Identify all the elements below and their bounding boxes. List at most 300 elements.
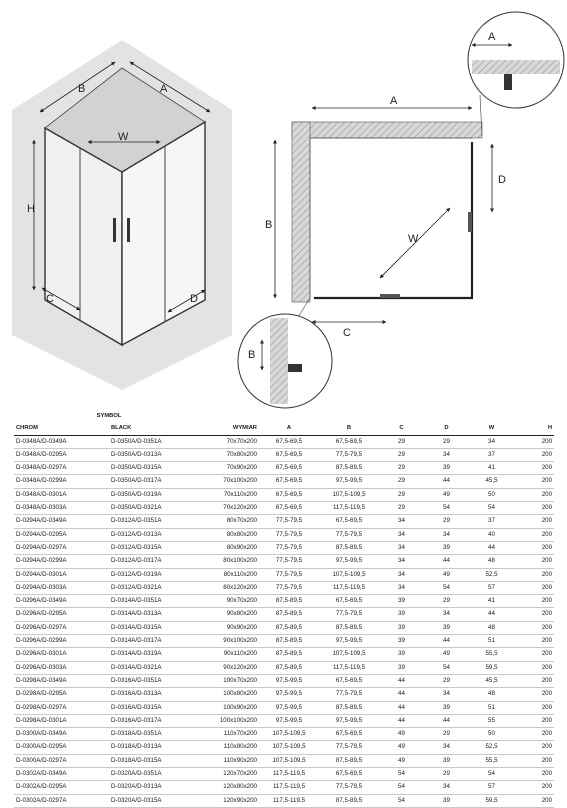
- plan-wall-left: [292, 122, 310, 302]
- cell-chrom: D-0294A/D-0349A: [14, 515, 109, 528]
- cell-d: 34: [424, 781, 469, 794]
- col-header-h: H: [514, 422, 554, 435]
- cell-d: 49: [424, 568, 469, 581]
- table-row: [14, 435, 554, 448]
- cell-chrom: D-0296A/D-0299A: [14, 635, 109, 648]
- cell-chrom: D-0296A/D-0295A: [14, 608, 109, 621]
- cell-wymiar: 110x90x200: [204, 754, 259, 767]
- table-row: [14, 621, 554, 634]
- cell-a: 117,5-119,5: [259, 768, 319, 781]
- cell-c: 29: [379, 462, 424, 475]
- cell-c: 34: [379, 568, 424, 581]
- cell-b: 87,5-89,5: [319, 541, 379, 554]
- cell-h: 200: [514, 435, 554, 448]
- cell-a: 77,5-79,5: [259, 568, 319, 581]
- cell-b: 107,5-109,5: [319, 648, 379, 661]
- cell-h: 200: [514, 528, 554, 541]
- cell-chrom: D-0298A/D-0297A: [14, 701, 109, 714]
- plan-label-d: D: [498, 174, 506, 186]
- cell-black: D-0350A/D-0315A: [109, 462, 204, 475]
- cell-w: 57: [469, 781, 514, 794]
- cell-d: 54: [424, 661, 469, 674]
- cell-wymiar: 80x100x200: [204, 555, 259, 568]
- cell-wymiar: 110x70x200: [204, 728, 259, 741]
- cell-c: 39: [379, 635, 424, 648]
- cell-black: D-0314A/D-0351A: [109, 595, 204, 608]
- cell-h: 200: [514, 781, 554, 794]
- cell-black: D-0314A/D-0315A: [109, 621, 204, 634]
- table-row: [14, 555, 554, 568]
- cell-a: 87,5-89,5: [259, 595, 319, 608]
- cell-d: 29: [424, 595, 469, 608]
- cell-b: 87,5-89,5: [319, 754, 379, 767]
- cell-w: 44: [469, 608, 514, 621]
- cell-a: 67,5-69,5: [259, 488, 319, 501]
- cell-chrom: D-0298A/D-0301A: [14, 714, 109, 727]
- cell-a: 107,5-109,5: [259, 741, 319, 754]
- cell-black: D-0350A/D-0319A: [109, 488, 204, 501]
- cell-chrom: D-0348A/D-0303A: [14, 502, 109, 515]
- cell-wymiar: 80x120x200: [204, 581, 259, 594]
- cell-d: 29: [424, 728, 469, 741]
- table-row: [14, 515, 554, 528]
- cell-w: 52,5: [469, 741, 514, 754]
- cell-b: 77,5-79,5: [319, 688, 379, 701]
- cell-black: D-0314A/D-0319A: [109, 648, 204, 661]
- cell-b: 67,5-69,5: [319, 728, 379, 741]
- cell-d: 49: [424, 488, 469, 501]
- cell-d: 39: [424, 701, 469, 714]
- cell-chrom: D-0294A/D-0299A: [14, 555, 109, 568]
- iso-handle-left: [113, 218, 116, 242]
- cell-a: 87,5-89,5: [259, 635, 319, 648]
- cell-black: D-0316A/D-0317A: [109, 714, 204, 727]
- cell-chrom: D-0296A/D-0297A: [14, 621, 109, 634]
- cell-w: 51: [469, 701, 514, 714]
- cell-c: 29: [379, 502, 424, 515]
- cell-d: 29: [424, 768, 469, 781]
- cell-wymiar: 100x70x200: [204, 674, 259, 687]
- cell-wymiar: 90x100x200: [204, 635, 259, 648]
- table-row: [14, 648, 554, 661]
- cell-black: D-0320A/D-0351A: [109, 768, 204, 781]
- cell-d: 39: [424, 541, 469, 554]
- cell-a: 87,5-89,5: [259, 608, 319, 621]
- cell-a: 87,5-89,5: [259, 621, 319, 634]
- cell-w: 50: [469, 728, 514, 741]
- cell-w: 48: [469, 621, 514, 634]
- cell-black: D-0314A/D-0317A: [109, 635, 204, 648]
- cell-w: 54: [469, 768, 514, 781]
- cell-d: 29: [424, 674, 469, 687]
- cell-w: 41: [469, 595, 514, 608]
- cell-black: D-0312A/D-0315A: [109, 541, 204, 554]
- cell-a: 107,5-109,5: [259, 754, 319, 767]
- cell-black: D-0312A/D-0317A: [109, 555, 204, 568]
- cell-wymiar: 80x90x200: [204, 541, 259, 554]
- cell-chrom: D-0348A/D-0297A: [14, 462, 109, 475]
- cell-black: D-0318A/D-0315A: [109, 754, 204, 767]
- table-row: [14, 595, 554, 608]
- cell-w: 59,5: [469, 661, 514, 674]
- plan-label-b: B: [265, 219, 273, 231]
- cell-chrom: D-0296A/D-0349A: [14, 595, 109, 608]
- cell-black: D-0320A/D-0313A: [109, 781, 204, 794]
- plan-handle-side: [468, 212, 472, 232]
- cell-wymiar: 100x80x200: [204, 688, 259, 701]
- cell-d: 54: [424, 502, 469, 515]
- cell-chrom: D-0302A/D-0297A: [14, 794, 109, 807]
- cell-wymiar: 70x90x200: [204, 462, 259, 475]
- cell-c: 39: [379, 648, 424, 661]
- cell-wymiar: 70x110x200: [204, 488, 259, 501]
- cell-a: 87,5-89,5: [259, 648, 319, 661]
- cell-w: 55,5: [469, 648, 514, 661]
- cell-a: 67,5-69,5: [259, 475, 319, 488]
- cell-black: D-0350A/D-0313A: [109, 448, 204, 461]
- cell-a: 67,5-69,5: [259, 462, 319, 475]
- cell-black: D-0316A/D-0313A: [109, 688, 204, 701]
- cell-wymiar: 110x80x200: [204, 741, 259, 754]
- table-row: [14, 661, 554, 674]
- cell-b: 87,5-89,5: [319, 462, 379, 475]
- cell-wymiar: 70x80x200: [204, 448, 259, 461]
- cell-c: 34: [379, 528, 424, 541]
- cell-wymiar: 120x70x200: [204, 768, 259, 781]
- cell-a: 97,5-99,5: [259, 674, 319, 687]
- cell-d: 39: [424, 794, 469, 807]
- cell-h: 200: [514, 488, 554, 501]
- plan-label-w: W: [408, 233, 419, 245]
- cell-black: D-0316A/D-0351A: [109, 674, 204, 687]
- cell-h: 200: [514, 541, 554, 554]
- cell-wymiar: 80x70x200: [204, 515, 259, 528]
- table-row: [14, 794, 554, 807]
- cell-wymiar: 80x80x200: [204, 528, 259, 541]
- cell-w: 34: [469, 435, 514, 448]
- col-header-wymiar: WYMIAR: [204, 422, 259, 435]
- cell-c: 29: [379, 435, 424, 448]
- col-header-w: W: [469, 422, 514, 435]
- cell-c: 34: [379, 515, 424, 528]
- cell-chrom: D-0302A/D-0295A: [14, 781, 109, 794]
- cell-a: 77,5-79,5: [259, 515, 319, 528]
- detail-bottom-label: B: [248, 349, 256, 361]
- cell-b: 97,5-99,5: [319, 714, 379, 727]
- cell-h: 200: [514, 635, 554, 648]
- plan-label-c: C: [343, 327, 351, 339]
- cell-h: 200: [514, 462, 554, 475]
- cell-c: 39: [379, 621, 424, 634]
- table-row: [14, 528, 554, 541]
- cell-d: 34: [424, 528, 469, 541]
- plan-view: [265, 95, 506, 339]
- cell-black: D-0316A/D-0315A: [109, 701, 204, 714]
- cell-h: 200: [514, 688, 554, 701]
- cell-d: 29: [424, 435, 469, 448]
- cell-b: 87,5-89,5: [319, 621, 379, 634]
- table-header-row: [14, 422, 554, 435]
- cell-h: 200: [514, 674, 554, 687]
- cell-w: 41: [469, 462, 514, 475]
- detail-top-wall: [472, 60, 560, 74]
- cell-chrom: D-0294A/D-0295A: [14, 528, 109, 541]
- cell-w: 50: [469, 488, 514, 501]
- cell-w: 37: [469, 515, 514, 528]
- cell-h: 200: [514, 661, 554, 674]
- cell-d: 49: [424, 648, 469, 661]
- cell-b: 87,5-89,5: [319, 701, 379, 714]
- col-header-c: C: [379, 422, 424, 435]
- cell-black: D-0320A/D-0315A: [109, 794, 204, 807]
- cell-wymiar: 90x120x200: [204, 661, 259, 674]
- cell-h: 200: [514, 502, 554, 515]
- cell-black: D-0318A/D-0313A: [109, 741, 204, 754]
- cell-b: 77,5-79,5: [319, 448, 379, 461]
- cell-d: 39: [424, 621, 469, 634]
- cell-w: 44: [469, 541, 514, 554]
- cell-h: 200: [514, 741, 554, 754]
- table-row: [14, 635, 554, 648]
- cell-h: 200: [514, 475, 554, 488]
- cell-wymiar: 90x110x200: [204, 648, 259, 661]
- cell-d: 44: [424, 555, 469, 568]
- cell-a: 67,5-69,5: [259, 448, 319, 461]
- cell-w: 48: [469, 555, 514, 568]
- col-header-b: B: [319, 422, 379, 435]
- plan-label-a: A: [390, 95, 398, 107]
- cell-a: 97,5-99,5: [259, 701, 319, 714]
- iso-handle-right: [127, 218, 130, 242]
- cell-b: 77,5-79,5: [319, 741, 379, 754]
- table-row: [14, 488, 554, 501]
- cell-w: 51: [469, 635, 514, 648]
- col-header-d: D: [424, 422, 469, 435]
- cell-d: 44: [424, 635, 469, 648]
- table-row: [14, 502, 554, 515]
- cell-c: 54: [379, 781, 424, 794]
- cell-b: 67,5-69,5: [319, 435, 379, 448]
- cell-d: 44: [424, 714, 469, 727]
- table-body: [14, 435, 554, 807]
- table-group-header-row: [14, 410, 554, 422]
- cell-h: 200: [514, 595, 554, 608]
- cell-black: D-0318A/D-0351A: [109, 728, 204, 741]
- cell-d: 34: [424, 741, 469, 754]
- cell-w: 40: [469, 528, 514, 541]
- table-row: [14, 475, 554, 488]
- cell-c: 34: [379, 581, 424, 594]
- cell-wymiar: 70x100x200: [204, 475, 259, 488]
- detail-circle-top: [468, 12, 564, 136]
- table-row: [14, 728, 554, 741]
- cell-h: 200: [514, 581, 554, 594]
- cell-c: 44: [379, 688, 424, 701]
- iso-label-c: C: [46, 293, 54, 305]
- cell-chrom: D-0298A/D-0349A: [14, 674, 109, 687]
- cell-chrom: D-0300A/D-0297A: [14, 754, 109, 767]
- cell-a: 107,5-109,5: [259, 728, 319, 741]
- cell-a: 97,5-99,5: [259, 714, 319, 727]
- detail-circle-bottom: [238, 298, 332, 408]
- cell-w: 54: [469, 502, 514, 515]
- cell-chrom: D-0348A/D-0295A: [14, 448, 109, 461]
- cell-b: 67,5-69,5: [319, 595, 379, 608]
- cell-h: 200: [514, 568, 554, 581]
- cell-h: 200: [514, 754, 554, 767]
- cell-b: 117,5-119,5: [319, 661, 379, 674]
- cell-a: 97,5-99,5: [259, 688, 319, 701]
- cell-wymiar: 80x110x200: [204, 568, 259, 581]
- cell-a: 77,5-79,5: [259, 555, 319, 568]
- table-row: [14, 781, 554, 794]
- cell-a: 77,5-79,5: [259, 581, 319, 594]
- cell-black: D-0350A/D-0351A: [109, 435, 204, 448]
- table-row: [14, 608, 554, 621]
- cell-b: 77,5-79,5: [319, 781, 379, 794]
- cell-c: 39: [379, 608, 424, 621]
- cell-b: 67,5-69,5: [319, 768, 379, 781]
- cell-b: 67,5-69,5: [319, 674, 379, 687]
- iso-label-h: H: [27, 203, 35, 215]
- plan-wall-top: [292, 122, 482, 138]
- cell-w: 59,5: [469, 794, 514, 807]
- cell-h: 200: [514, 701, 554, 714]
- cell-a: 87,5-89,5: [259, 661, 319, 674]
- cell-c: 34: [379, 541, 424, 554]
- cell-w: 57: [469, 581, 514, 594]
- table-row: [14, 714, 554, 727]
- cell-d: 34: [424, 688, 469, 701]
- cell-chrom: D-0294A/D-0301A: [14, 568, 109, 581]
- cell-c: 44: [379, 714, 424, 727]
- detail-top-profile: [504, 74, 512, 90]
- cell-wymiar: 90x90x200: [204, 621, 259, 634]
- cell-a: 117,5-119,5: [259, 794, 319, 807]
- iso-label-d: D: [190, 293, 198, 305]
- cell-black: D-0350A/D-0317A: [109, 475, 204, 488]
- cell-b: 97,5-99,5: [319, 475, 379, 488]
- cell-h: 200: [514, 621, 554, 634]
- cell-chrom: D-0348A/D-0349A: [14, 435, 109, 448]
- cell-b: 77,5-79,5: [319, 608, 379, 621]
- cell-c: 29: [379, 448, 424, 461]
- cell-wymiar: 100x90x200: [204, 701, 259, 714]
- cell-wymiar: 120x80x200: [204, 781, 259, 794]
- cell-h: 200: [514, 714, 554, 727]
- cell-chrom: D-0296A/D-0303A: [14, 661, 109, 674]
- cell-b: 97,5-99,5: [319, 635, 379, 648]
- cell-h: 200: [514, 555, 554, 568]
- cell-wymiar: 120x90x200: [204, 794, 259, 807]
- cell-chrom: D-0348A/D-0301A: [14, 488, 109, 501]
- cell-black: D-0314A/D-0321A: [109, 661, 204, 674]
- cell-chrom: D-0348A/D-0299A: [14, 475, 109, 488]
- cell-d: 54: [424, 581, 469, 594]
- cell-b: 67,5-69,5: [319, 515, 379, 528]
- cell-c: 29: [379, 488, 424, 501]
- cell-black: D-0312A/D-0319A: [109, 568, 204, 581]
- cell-w: 55: [469, 714, 514, 727]
- cell-c: 49: [379, 728, 424, 741]
- cell-d: 29: [424, 515, 469, 528]
- cell-h: 200: [514, 768, 554, 781]
- cell-b: 107,5-109,5: [319, 568, 379, 581]
- cell-w: 55,5: [469, 754, 514, 767]
- table-row: [14, 741, 554, 754]
- detail-top-label: A: [488, 31, 496, 43]
- cell-black: D-0312A/D-0321A: [109, 581, 204, 594]
- cell-w: 45,5: [469, 475, 514, 488]
- cell-a: 67,5-69,5: [259, 502, 319, 515]
- spec-table: [14, 410, 554, 808]
- table-row: [14, 688, 554, 701]
- table-row: [14, 448, 554, 461]
- cell-w: 37: [469, 448, 514, 461]
- cell-chrom: D-0300A/D-0295A: [14, 741, 109, 754]
- col-header-chrom: CHROM: [14, 422, 109, 435]
- table-row: [14, 581, 554, 594]
- plan-handle-front: [380, 294, 400, 298]
- cell-b: 117,5-119,5: [319, 502, 379, 515]
- detail-bottom-wall: [270, 318, 288, 404]
- plan-enclosure: [314, 142, 472, 298]
- table-row: [14, 568, 554, 581]
- cell-d: 34: [424, 608, 469, 621]
- cell-h: 200: [514, 794, 554, 807]
- iso-label-w: W: [118, 131, 129, 143]
- cell-c: 29: [379, 475, 424, 488]
- cell-b: 107,5-109,5: [319, 488, 379, 501]
- cell-chrom: D-0300A/D-0349A: [14, 728, 109, 741]
- iso-label-a: A: [160, 83, 168, 95]
- cell-d: 39: [424, 754, 469, 767]
- cell-c: 34: [379, 555, 424, 568]
- table-row: [14, 674, 554, 687]
- cell-d: 44: [424, 475, 469, 488]
- isometric-view: [12, 40, 232, 390]
- table-row: [14, 768, 554, 781]
- cell-c: 49: [379, 741, 424, 754]
- cell-a: 67,5-69,5: [259, 435, 319, 448]
- col-header-black: BLACK: [109, 422, 204, 435]
- cell-d: 39: [424, 462, 469, 475]
- cell-chrom: D-0302A/D-0349A: [14, 768, 109, 781]
- cell-wymiar: 70x70x200: [204, 435, 259, 448]
- cell-c: 44: [379, 701, 424, 714]
- cell-b: 87,5-89,5: [319, 794, 379, 807]
- cell-wymiar: 70x120x200: [204, 502, 259, 515]
- cell-d: 34: [424, 448, 469, 461]
- cell-c: 54: [379, 768, 424, 781]
- cell-b: 97,5-99,5: [319, 555, 379, 568]
- cell-chrom: D-0294A/D-0297A: [14, 541, 109, 554]
- col-header-a: A: [259, 422, 319, 435]
- symbol-header: SYMBOL: [96, 413, 122, 419]
- cell-a: 117,5-119,5: [259, 781, 319, 794]
- cell-chrom: D-0294A/D-0303A: [14, 581, 109, 594]
- cell-c: 39: [379, 595, 424, 608]
- cell-h: 200: [514, 608, 554, 621]
- cell-wymiar: 100x100x200: [204, 714, 259, 727]
- cell-chrom: D-0298A/D-0295A: [14, 688, 109, 701]
- cell-w: 48: [469, 688, 514, 701]
- cell-black: D-0314A/D-0313A: [109, 608, 204, 621]
- cell-c: 44: [379, 674, 424, 687]
- cell-h: 200: [514, 515, 554, 528]
- detail-bottom-profile: [288, 364, 302, 372]
- cell-a: 77,5-79,5: [259, 541, 319, 554]
